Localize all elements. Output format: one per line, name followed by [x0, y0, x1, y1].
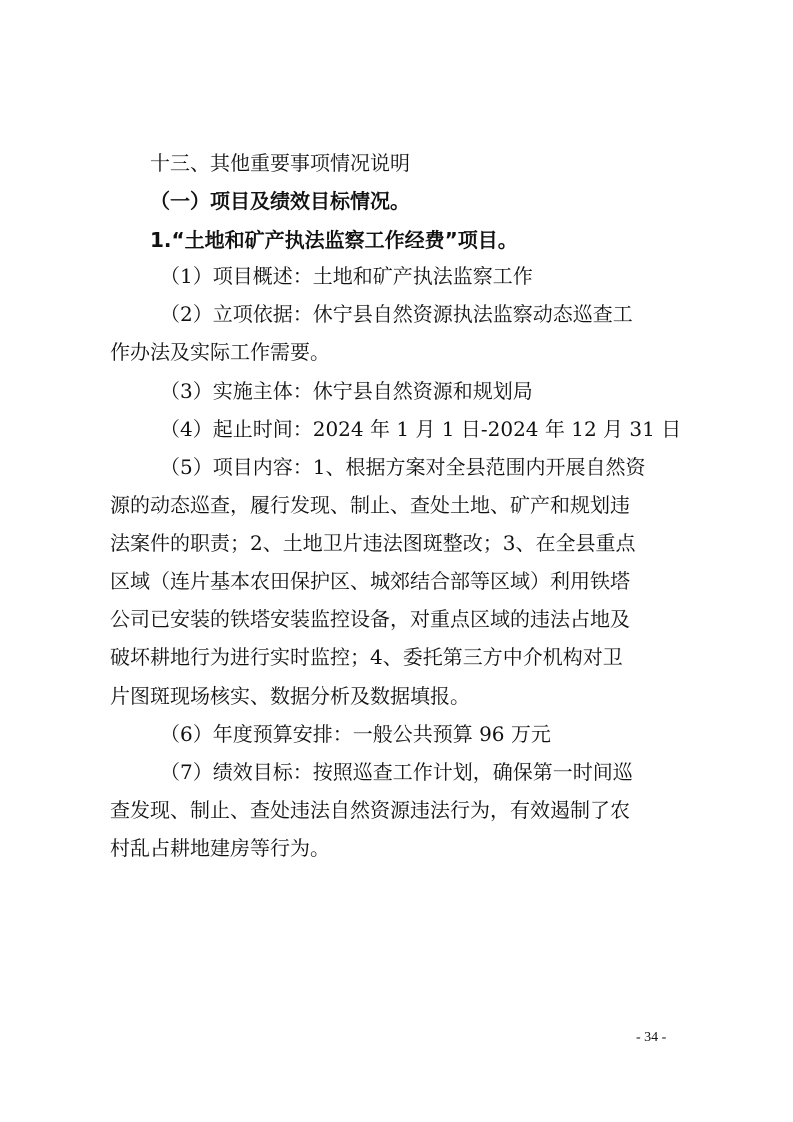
body-line: 作办法及实际工作需要。 [110, 340, 330, 364]
section-title: 十三、其他重要事项情况说明 [150, 151, 410, 175]
body-line: 破坏耕地行为进行实时监控；4、委托第三方中介机构对卫 [110, 645, 623, 669]
body-line: 查发现、制止、查处违法自然资源违法行为，有效遏制了农 [110, 798, 630, 822]
page-number: - 34 - [636, 1030, 667, 1045]
subsection-title: （一）项目及绩效目标情况。 [150, 189, 410, 213]
body-line: （3）实施主体：休宁县自然资源和规划局 [160, 379, 533, 403]
body-line: 片图斑现场核实、数据分析及数据填报。 [110, 684, 470, 708]
body-line: （6）年度预算安排：一般公共预算 96 万元 [160, 722, 551, 746]
body-line: 法案件的职责；2、土地卫片违法图斑整改；3、在全县重点 [110, 531, 636, 555]
body-line: 公司已安装的铁塔安装监控设备，对重点区域的违法占地及 [110, 607, 630, 631]
body-line: 村乱占耕地建房等行为。 [110, 836, 330, 860]
body-line: 源的动态巡查，履行发现、制止、查处土地、矿产和规划违 [110, 493, 630, 517]
body-line: （2）立项依据：休宁县自然资源执法监察动态巡查工 [160, 302, 633, 326]
body-line: 区域（连片基本农田保护区、城郊结合部等区域）利用铁塔 [110, 569, 630, 593]
body-line: （5）项目内容：1、根据方案对全县范围内开展自然资 [160, 455, 646, 479]
body-line: （1）项目概述：土地和矿产执法监察工作 [160, 264, 533, 288]
item-title: 1.“土地和矿产执法监察工作经费”项目。 [150, 228, 518, 252]
body-line: （7）绩效目标：按照巡查工作计划，确保第一时间巡 [160, 760, 633, 784]
body-line: （4）起止时间：2024 年 1 月 1 日-2024 年 12 月 31 日 [160, 417, 682, 441]
